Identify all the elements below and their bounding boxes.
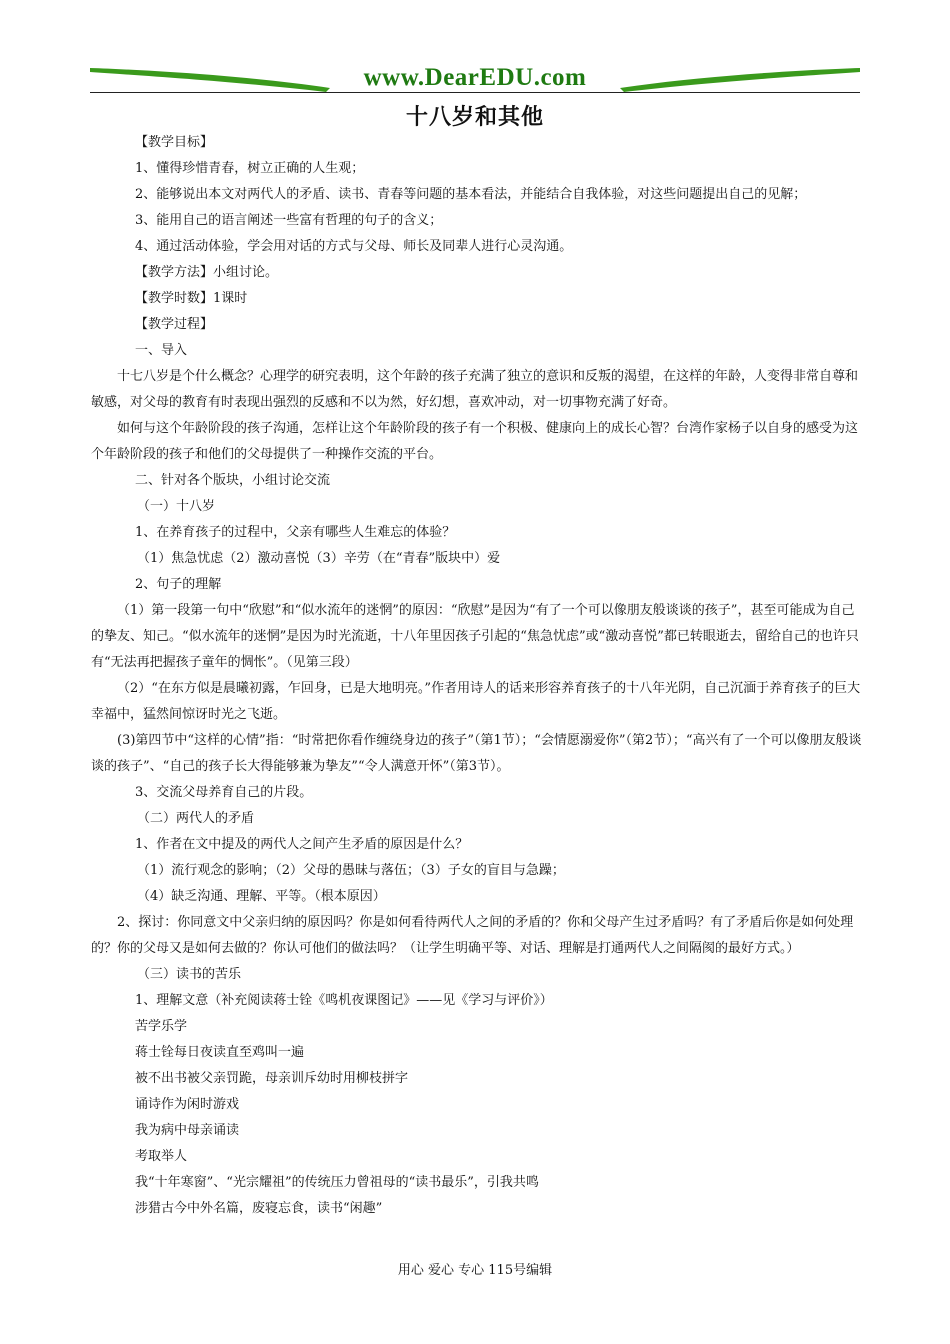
paragraph: （三）读书的苦乐 [137,967,242,982]
paragraph: （1）流行观念的影响；（2）父母的愚昧与落伍；（3）子女的盲目与急躁； [137,863,565,878]
paragraph: 4、通过活动体验，学会用对话的方式与父母、师长及同辈人进行心灵沟通。 [135,239,573,254]
paragraph: 【教学过程】 [135,317,214,332]
paragraph: 3、交流父母养育自己的片段。 [135,785,313,800]
paragraph: （4）缺乏沟通、理解、平等。（根本原因） [137,889,386,904]
paragraph: 十七八岁是个什么概念？心理学的研究表明，这个年龄的孩子充满了独立的意识和反叛的渴望，在这样的年龄，人变得非常自尊和敏感，对父母的教育有时表现出强烈的反感和不以为然，好幻想，喜欢冲动，对一切事物充满了好奇。 [91,369,859,410]
page-title: 十八岁和其他 [405,105,544,130]
header-banner [90,62,860,96]
paragraph: 蒋士铨每日夜读直至鸡叫一遍 [135,1045,305,1060]
paragraph: （2）“在东方似是晨曦初露，乍回身，已是大地明亮。”作者用诗人的话来形容养育孩子的十八年光阴，自己沉湎于养育孩子的巨大幸福中，猛然间惊讶时光之飞逝。 [91,681,861,722]
paragraph: （二）两代人的矛盾 [137,811,255,826]
paragraph: 1、理解文意（补充阅读蒋士铨《鸣机夜课图记》——见《学习与评价》） [135,993,553,1008]
page-footer: 用心 爱心 专心 115号编辑 [397,1263,553,1278]
paragraph: 3、能用自己的语言阐述一些富有哲理的句子的含义； [135,213,443,228]
header-rule [90,92,860,93]
document-body [91,130,865,1222]
paragraph: （1）第一段第一句中“欣慰”和“似水流年的迷惘”的原因：“欣慰”是因为“有了一个可以像朋友般谈谈的孩子”，甚至可能成为自己的挚友、知己。“似水流年的迷惘”是因为时光流逝，十八年里因孩子引起的“焦急忧虑”或“激动喜悦”都已转眼逝去，留给自己的也许只有“无法再把握孩子童年的惆怅”。（见第三段） [91,603,859,670]
paragraph: 二、针对各个版块，小组讨论交流 [135,473,331,488]
paragraph: 被不出书被父亲罚跪，母亲训斥幼时用柳枝拼字 [135,1071,409,1086]
paragraph: 【教学目标】 [135,135,214,150]
paragraph: 我“十年寒窗”、“光宗耀祖”的传统压力曾祖母的“读书最乐”，引我共鸣 [135,1175,539,1190]
paragraph: (3)第四节中“这样的心情”指：“时常把你看作缠绕身边的孩子”（第1节）；“会情愿溺爱你”（第2节）；“高兴有了一个可以像朋友般谈谈的孩子”、“自己的孩子长大得能够兼为挚友”“令人满意开怀”（第3节）。 [91,733,862,774]
paragraph: 1、作者在文中提及的两代人之间产生矛盾的原因是什么？ [135,837,469,852]
paragraph: 2、句子的理解 [135,577,222,592]
paragraph: 如何与这个年龄阶段的孩子沟通，怎样让这个年龄阶段的孩子有一个积极、健康向上的成长心智？台湾作家杨子以自身的感受为这个年龄阶段的孩子和他们的父母提供了一种操作交流的平台。 [91,421,859,462]
paragraph: 1、在养育孩子的过程中，父亲有哪些人生难忘的体验？ [135,525,456,540]
paragraph: （1）焦急忧虑（2）激动喜悦（3）辛劳（在“青春”版块中）爱 [137,551,501,566]
paragraph: 我为病中母亲诵读 [135,1123,240,1138]
paragraph: 2、探讨：你同意文中父亲归纳的原因吗？你是如何看待两代人之间的矛盾的？你和父母产生过矛盾吗？有了矛盾后你是如何处理的？你的父母又是如何去做的？你认可他们的做法吗？（让学生明确平等、对话、理解是打通两代人之间隔阂的最好方式。） [91,915,854,956]
paragraph: 苦学乐学 [135,1019,188,1034]
paragraph: 诵诗作为闲时游戏 [135,1097,240,1112]
paragraph: （一）十八岁 [137,499,216,514]
paragraph: 考取举人 [135,1149,188,1164]
paragraph: 【教学时数】1课时 [135,291,248,306]
paragraph: 2、能够说出本文对两代人的矛盾、读书、青春等问题的基本看法，并能结合自我体验，对这些问题提出自己的见解； [135,187,807,202]
paragraph: 涉猎古今中外名篇，废寝忘食，读书“闲趣” [135,1201,383,1216]
paragraph: 【教学方法】小组讨论。 [135,265,279,280]
paragraph: 一、导入 [135,343,188,358]
paragraph: 1、懂得珍惜青春，树立正确的人生观； [135,161,365,176]
site-logo-text: www.DearEDU.com [363,64,587,91]
